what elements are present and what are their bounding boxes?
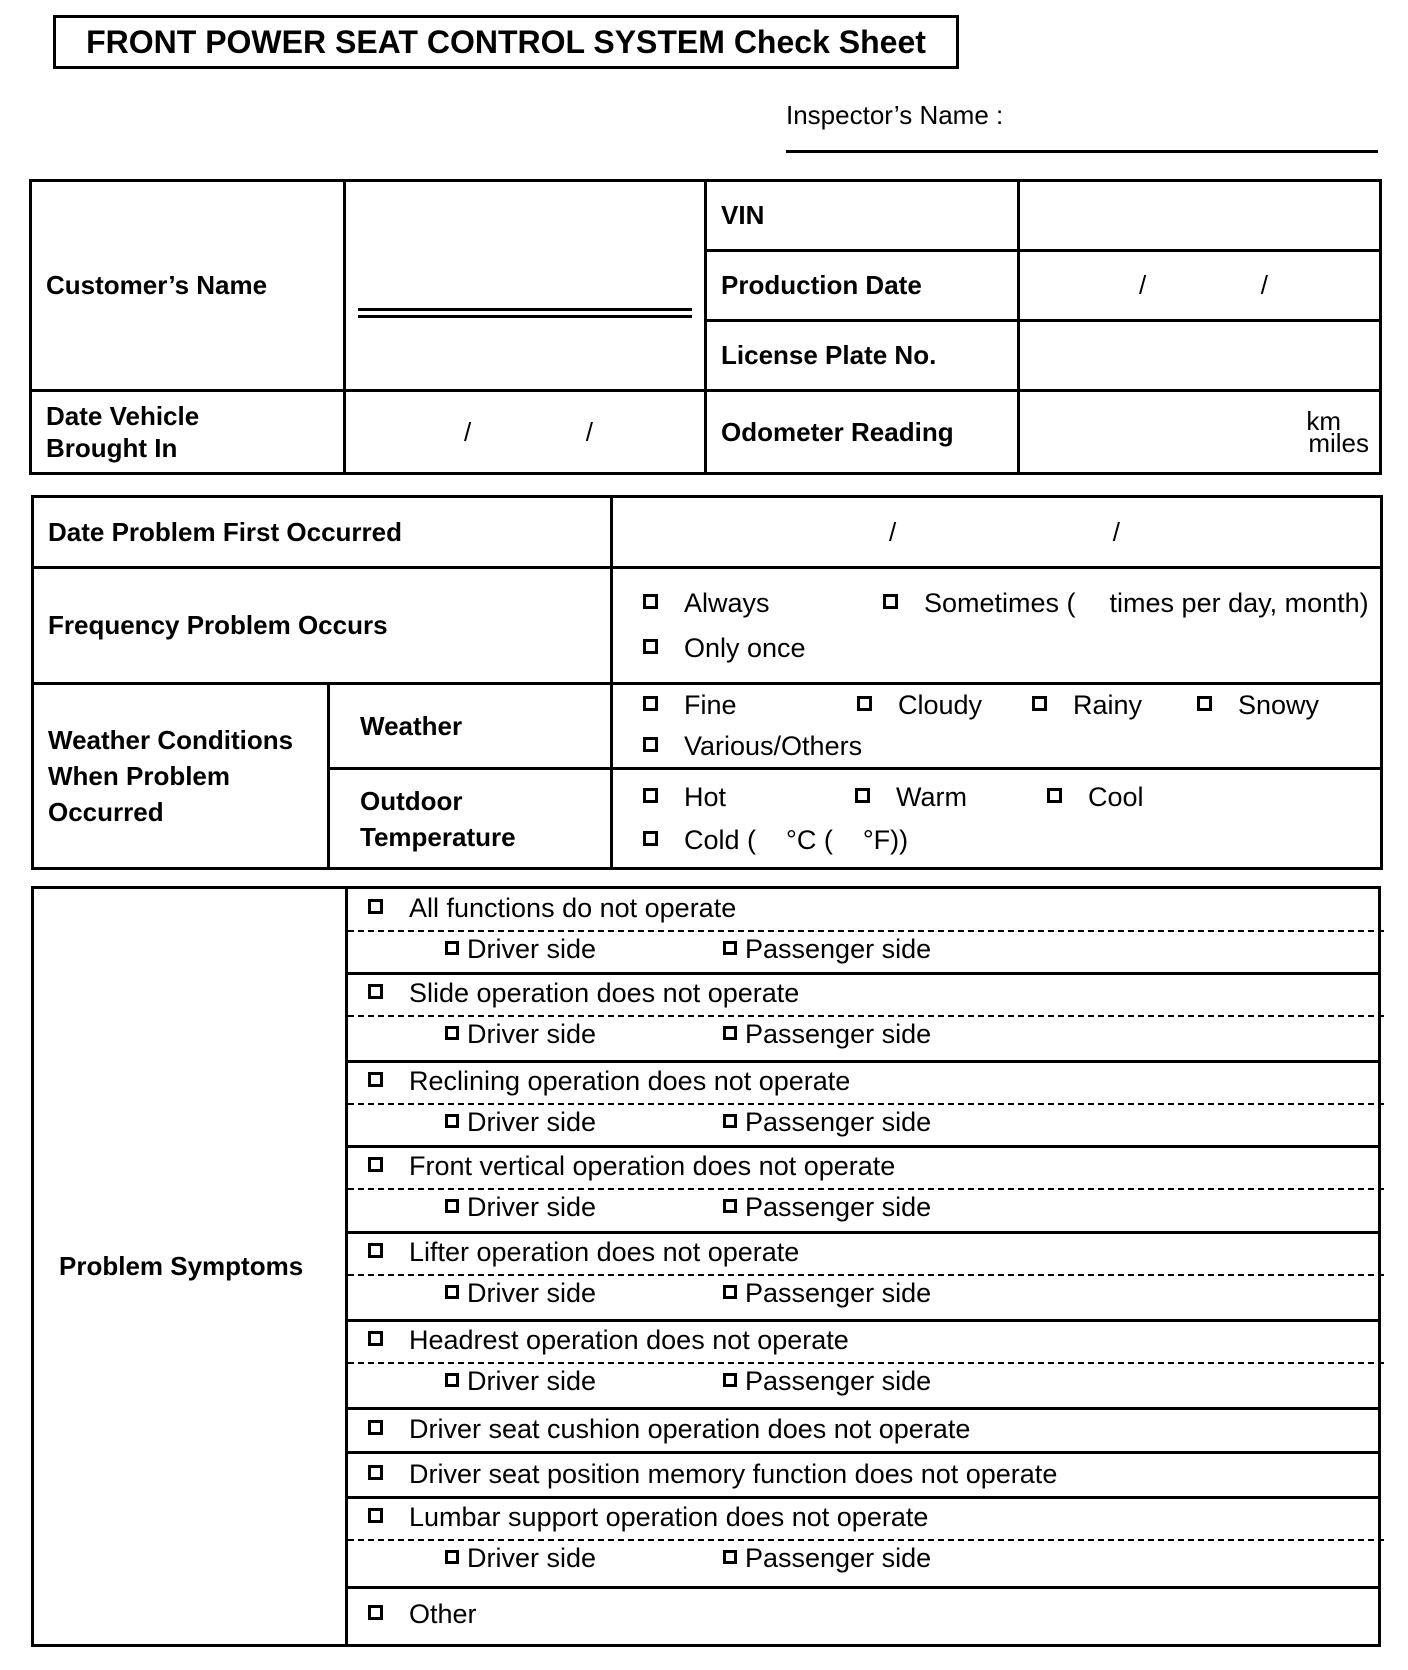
date-slash: / [889, 516, 897, 547]
date-slash: / [1112, 516, 1120, 547]
checkbox[interactable] [368, 1072, 383, 1087]
dashed-divider [348, 1362, 1384, 1364]
page-title: FRONT POWER SEAT CONTROL SYSTEM Check Sheet [86, 23, 926, 60]
row-divider [348, 1496, 1378, 1499]
option-label: Rainy [1073, 690, 1143, 720]
option-sometimes[interactable] [883, 581, 1369, 626]
weather-conditions-line2: When Problem [48, 761, 231, 791]
option-label: Driver side [467, 1019, 597, 1049]
outdoor-temperature-line2: Temperature [360, 821, 516, 852]
temperature-options [612, 769, 1382, 869]
outdoor-temperature-label [329, 769, 612, 869]
passenger-side-option[interactable] [723, 1543, 931, 1574]
license-plate-label: License Plate No. [706, 321, 1019, 391]
symptom-item[interactable] [368, 1502, 928, 1533]
checkbox[interactable] [643, 788, 658, 803]
driver-side-option[interactable] [445, 1543, 596, 1574]
weather-options [612, 684, 1382, 769]
option-label: Driver side [467, 1278, 597, 1308]
symptom-item[interactable] [368, 1414, 970, 1445]
driver-side-option[interactable] [445, 1278, 596, 1309]
date-slash: / [1260, 270, 1268, 300]
option-label: Passenger side [745, 1366, 932, 1396]
dashed-divider [348, 1103, 1384, 1105]
row-divider [348, 1060, 1378, 1063]
option-label: Driver side [467, 1366, 597, 1396]
date-first-occurred-field[interactable] [612, 497, 1382, 568]
option-cool[interactable] [1047, 776, 1144, 819]
frequency-label: Frequency Problem Occurs [33, 568, 612, 684]
date-slash: / [1139, 270, 1147, 300]
problem-symptoms-label: Problem Symptoms [59, 1251, 304, 1281]
symptom-item[interactable] [368, 1151, 895, 1182]
vehicle-info-table [29, 179, 1382, 475]
option-label: °C ( [786, 824, 833, 855]
dashed-divider [348, 1015, 1384, 1017]
option-warm[interactable] [855, 776, 1047, 819]
date-slash: / [585, 416, 593, 447]
checkbox[interactable] [643, 594, 658, 609]
symptom-item[interactable] [368, 893, 736, 924]
option-label: Driver side [467, 1107, 597, 1137]
checkbox[interactable] [643, 696, 658, 711]
checkbox[interactable] [723, 1026, 737, 1040]
checkbox[interactable] [857, 696, 872, 711]
symptom-label: Other [409, 1599, 477, 1629]
checkbox[interactable] [445, 1373, 459, 1387]
option-label: Warm [896, 781, 967, 812]
passenger-side-option[interactable] [723, 1278, 931, 1309]
odometer-label: Odometer Reading [706, 391, 1019, 474]
customer-name-field[interactable] [345, 181, 706, 391]
passenger-side-option[interactable] [723, 1019, 931, 1050]
checkbox[interactable] [1047, 788, 1062, 803]
customer-name-double-line [358, 308, 692, 318]
production-date-label: Production Date [706, 251, 1019, 321]
option-cloudy[interactable] [857, 685, 1032, 726]
symptom-label: Driver seat position memory function does not operate [409, 1458, 1058, 1489]
checkbox[interactable] [445, 1285, 459, 1299]
symptom-label: All functions do not operate [409, 893, 737, 923]
checkbox[interactable] [368, 1420, 383, 1435]
checkbox[interactable] [368, 984, 383, 999]
problem-symptoms-box [31, 886, 1381, 1647]
driver-side-option[interactable] [445, 1019, 596, 1050]
option-label: Snowy [1238, 690, 1320, 720]
row-divider [348, 1407, 1378, 1410]
checkbox[interactable] [368, 1331, 383, 1346]
symptom-label: Headrest operation does not operate [409, 1325, 849, 1355]
option-label: Cold ( [684, 824, 757, 855]
problem-occurrence-table [31, 495, 1383, 870]
option-rainy[interactable] [1032, 685, 1197, 726]
option-cold[interactable] [643, 819, 908, 862]
option-label: Sometimes ( [924, 587, 1076, 618]
option-snowy[interactable] [1197, 685, 1319, 726]
symptom-item[interactable] [368, 1237, 799, 1268]
outdoor-temperature-line1: Outdoor [360, 785, 463, 816]
date-brought-in-line1: Date Vehicle [46, 401, 200, 431]
production-date-field[interactable] [1019, 251, 1381, 321]
checkbox[interactable] [445, 1199, 459, 1213]
option-fine[interactable] [643, 685, 857, 726]
option-label: Hot [684, 781, 727, 812]
passenger-side-option[interactable] [723, 1366, 931, 1397]
date-slash: / [464, 416, 472, 447]
dashed-divider [348, 930, 1384, 932]
odometer-field[interactable] [1019, 391, 1381, 474]
option-various[interactable] [643, 726, 862, 767]
option-label: Driver side [467, 1192, 597, 1222]
unit-km: km [1306, 406, 1341, 436]
passenger-side-option[interactable] [723, 1107, 931, 1138]
date-brought-in-label [31, 391, 345, 474]
checkbox[interactable] [368, 1243, 383, 1258]
option-label: Passenger side [745, 1192, 932, 1222]
symptoms-list [348, 889, 1378, 1644]
option-label: Various/Others [684, 731, 863, 761]
checkbox[interactable] [883, 594, 898, 609]
row-divider [348, 1145, 1378, 1148]
row-divider [348, 1319, 1378, 1322]
row-divider [348, 1451, 1378, 1454]
option-label: °F)) [862, 824, 909, 855]
checkbox[interactable] [445, 1114, 459, 1128]
symptom-label: Reclining operation does not operate [409, 1066, 851, 1096]
option-label: Passenger side [745, 1278, 932, 1308]
symptom-item[interactable] [368, 1459, 1057, 1490]
checkbox[interactable] [643, 831, 658, 846]
customer-name-label: Customer’s Name [31, 181, 345, 391]
checkbox[interactable] [643, 737, 658, 752]
option-label: Driver side [467, 1543, 597, 1573]
symptom-item[interactable] [368, 978, 799, 1009]
symptom-label: Front vertical operation does not operate [409, 1151, 896, 1181]
checkbox[interactable] [445, 1026, 459, 1040]
option-label: Passenger side [745, 934, 932, 964]
checkbox[interactable] [368, 1465, 383, 1480]
symptom-item[interactable] [368, 1325, 849, 1356]
checkbox[interactable] [723, 1114, 737, 1128]
checkbox[interactable] [368, 1508, 383, 1523]
checkbox[interactable] [723, 1199, 737, 1213]
option-label: Cool [1088, 781, 1144, 812]
checkbox[interactable] [368, 1157, 383, 1172]
option-always[interactable] [643, 581, 883, 626]
date-brought-in-line2: Brought In [46, 433, 178, 463]
row-divider [348, 972, 1378, 975]
option-label: Passenger side [745, 1543, 932, 1573]
row-divider [348, 1586, 1378, 1589]
unit-miles: miles [1308, 428, 1369, 458]
option-label: Passenger side [745, 1107, 932, 1137]
inspector-label: Inspector’s Name : [786, 100, 1004, 130]
date-first-occurred-label: Date Problem First Occurred [33, 497, 612, 568]
option-label: Cloudy [898, 690, 983, 720]
checkbox[interactable] [855, 788, 870, 803]
option-label: Passenger side [745, 1019, 932, 1049]
license-plate-field[interactable] [1019, 321, 1381, 391]
symptom-label: Lumbar support operation does not operate [409, 1502, 929, 1532]
checkbox[interactable] [445, 1550, 459, 1564]
option-hot[interactable] [643, 776, 855, 819]
checkbox[interactable] [1032, 696, 1047, 711]
dashed-divider [348, 1539, 1384, 1541]
option-label: Driver side [467, 934, 597, 964]
driver-side-option[interactable] [445, 1366, 596, 1397]
weather-conditions-line1: Weather Conditions [48, 725, 294, 755]
passenger-side-option[interactable] [723, 934, 931, 965]
symptom-item[interactable] [368, 1066, 850, 1097]
checkbox[interactable] [723, 941, 737, 955]
option-label: Always [684, 587, 770, 618]
option-label: Fine [684, 690, 737, 720]
option-label: times per day, month) [1109, 587, 1369, 618]
checkbox[interactable] [723, 1550, 737, 1564]
vin-label: VIN [706, 181, 1019, 251]
date-brought-in-field[interactable] [345, 391, 706, 474]
weather-conditions-label [33, 684, 329, 869]
driver-side-option[interactable] [445, 1107, 596, 1138]
checkbox[interactable] [723, 1285, 737, 1299]
weather-conditions-line3: Occurred [48, 797, 164, 827]
symptom-item[interactable] [368, 1599, 477, 1630]
passenger-side-option[interactable] [723, 1192, 931, 1223]
dashed-divider [348, 1274, 1384, 1276]
option-label: Only once [684, 632, 806, 663]
checkbox[interactable] [643, 639, 658, 654]
frequency-options [612, 568, 1382, 684]
checkbox[interactable] [723, 1373, 737, 1387]
symptom-label: Lifter operation does not operate [409, 1237, 800, 1267]
checkbox[interactable] [368, 899, 383, 914]
inspector-name-line[interactable] [786, 150, 1378, 153]
checkbox[interactable] [1197, 696, 1212, 711]
symptom-label: Slide operation does not operate [409, 978, 800, 1008]
checkbox[interactable] [368, 1605, 383, 1620]
symptom-label: Driver seat cushion operation does not operate [409, 1414, 971, 1444]
row-divider [348, 1231, 1378, 1234]
checkbox[interactable] [445, 941, 459, 955]
weather-label: Weather [329, 684, 612, 769]
dashed-divider [348, 1188, 1384, 1190]
driver-side-option[interactable] [445, 1192, 596, 1223]
vin-field[interactable] [1019, 181, 1381, 251]
option-only-once[interactable] [643, 626, 806, 671]
driver-side-option[interactable] [445, 934, 596, 965]
